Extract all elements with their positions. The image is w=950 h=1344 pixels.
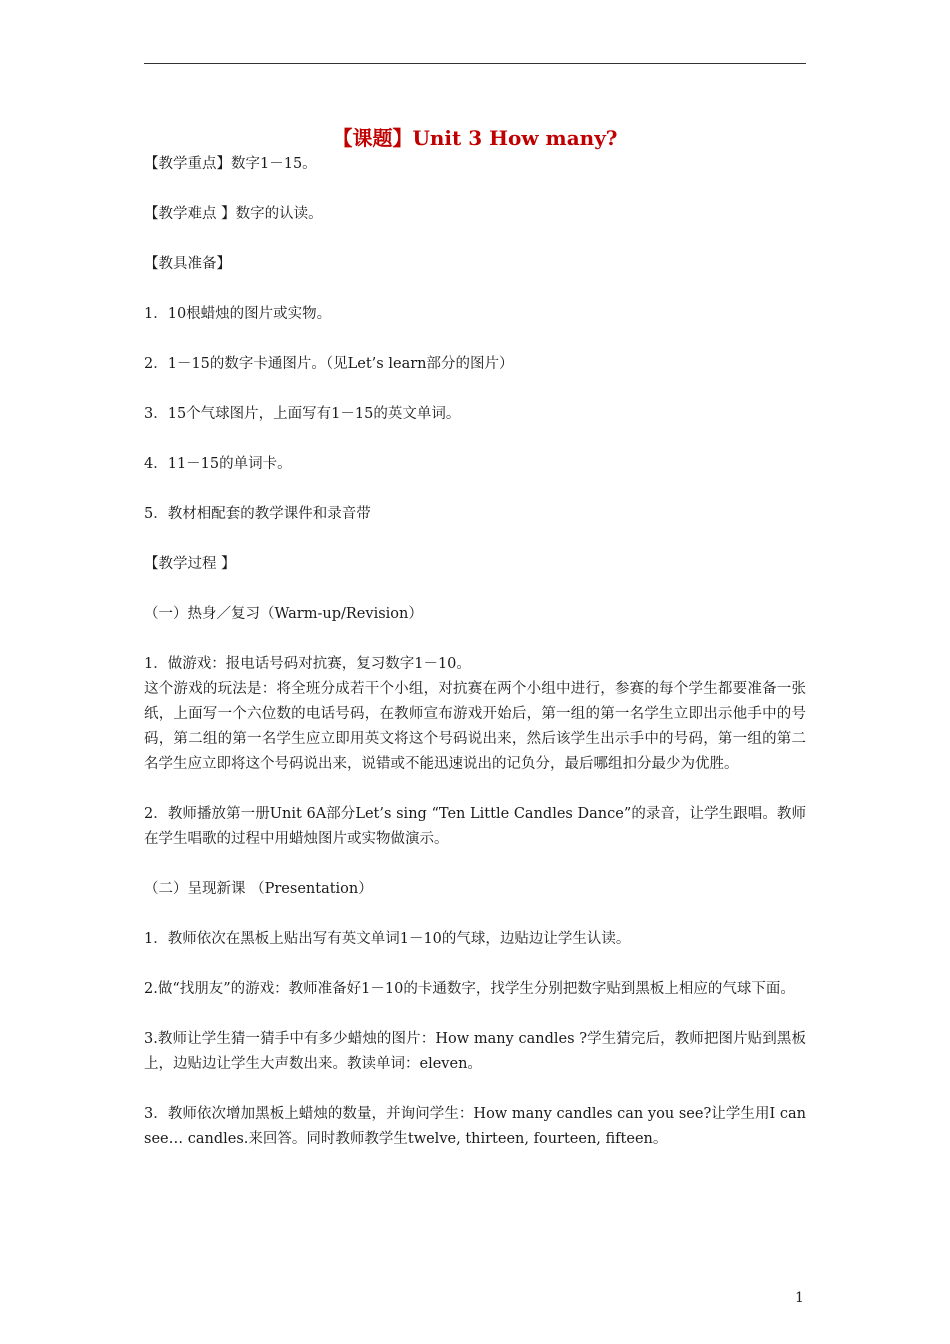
page-number: 1 bbox=[795, 1290, 804, 1306]
paragraph-presentation-1: 1．教师依次在黑板上贴出写有英文单词1－10的气球，边贴边让学生认读。 bbox=[144, 931, 631, 947]
paragraph-difficulties: 【教学难点 】数字的认读。 bbox=[144, 206, 323, 222]
paragraph-song-activity: 2．教师播放第一册Unit 6A部分Let’s sing “Ten Little Candles Dance”的录音，让学生跟唱。教师在学生唱歌的过程中用蜡烛图片或实物做演示。 bbox=[144, 806, 806, 847]
paragraph-game-rules: 这个游戏的玩法是：将全班分成若干个小组，对抗赛在两个小组中进行，参赛的每个学生都要准备一张纸，上面写一个六位数的电话号码，在教师宣布游戏开始后，第一组的第一名学生立即出示他手中的号码，第二组的第一名学生应立即用英文将这个号码说出来，然后该学生出示手中的号码，第一组的第二名学生应立即将这个号码说出来，说错或不能迅速说出的记负分，最后哪组扣分最少为优胜。 bbox=[144, 681, 806, 772]
paragraph-process-heading: 【教学过程 】 bbox=[144, 556, 236, 572]
paragraph-presentation-2: 2.做“找朋友”的游戏：教师准备好1－10的卡通数字，找学生分别把数字贴到黑板上相应的气球下面。 bbox=[144, 981, 795, 997]
paragraph-section-1-heading: （一）热身／复习（Warm-up/Revision） bbox=[144, 606, 423, 622]
paragraph-material-3: 3．15个气球图片，上面写有1－15的英文单词。 bbox=[144, 406, 461, 422]
paragraph-material-1: 1．10根蜡烛的图片或实物。 bbox=[144, 306, 332, 322]
paragraph-presentation-3: 3.教师让学生猜一猜手中有多少蜡烛的图片：How many candles ?学生猜完后，教师把图片贴到黑板上，边贴边让学生大声数出来。教读单词：eleven。 bbox=[144, 1031, 806, 1072]
paragraph-game-title: 1．做游戏：报电话号码对抗赛，复习数字1－10。 bbox=[144, 656, 471, 672]
paragraph-section-2-heading: （二）呈现新课 （Presentation） bbox=[144, 881, 373, 897]
paragraph-key-points: 【教学重点】数字1－15。 bbox=[144, 156, 317, 172]
paragraph-presentation-4: 3．教师依次增加黑板上蜡烛的数量，并询问学生：How many candles can you see?让学生用I can see… candles.来回答。同时教师教学生twelve, thirteen, fourteen, fifteen。 bbox=[144, 1106, 806, 1147]
header-rule bbox=[144, 63, 806, 64]
document-body bbox=[144, 124, 806, 1152]
paragraph-materials-heading: 【教具准备】 bbox=[144, 256, 231, 272]
paragraph-material-4: 4．11－15的单词卡。 bbox=[144, 456, 292, 472]
paragraph-material-5: 5．教材相配套的教学课件和录音带 bbox=[144, 506, 371, 522]
paragraph-material-2: 2．1－15的数字卡通图片。（见Let’s learn部分的图片） bbox=[144, 356, 514, 372]
document-title: 【课题】Unit 3 How many? bbox=[332, 126, 618, 150]
